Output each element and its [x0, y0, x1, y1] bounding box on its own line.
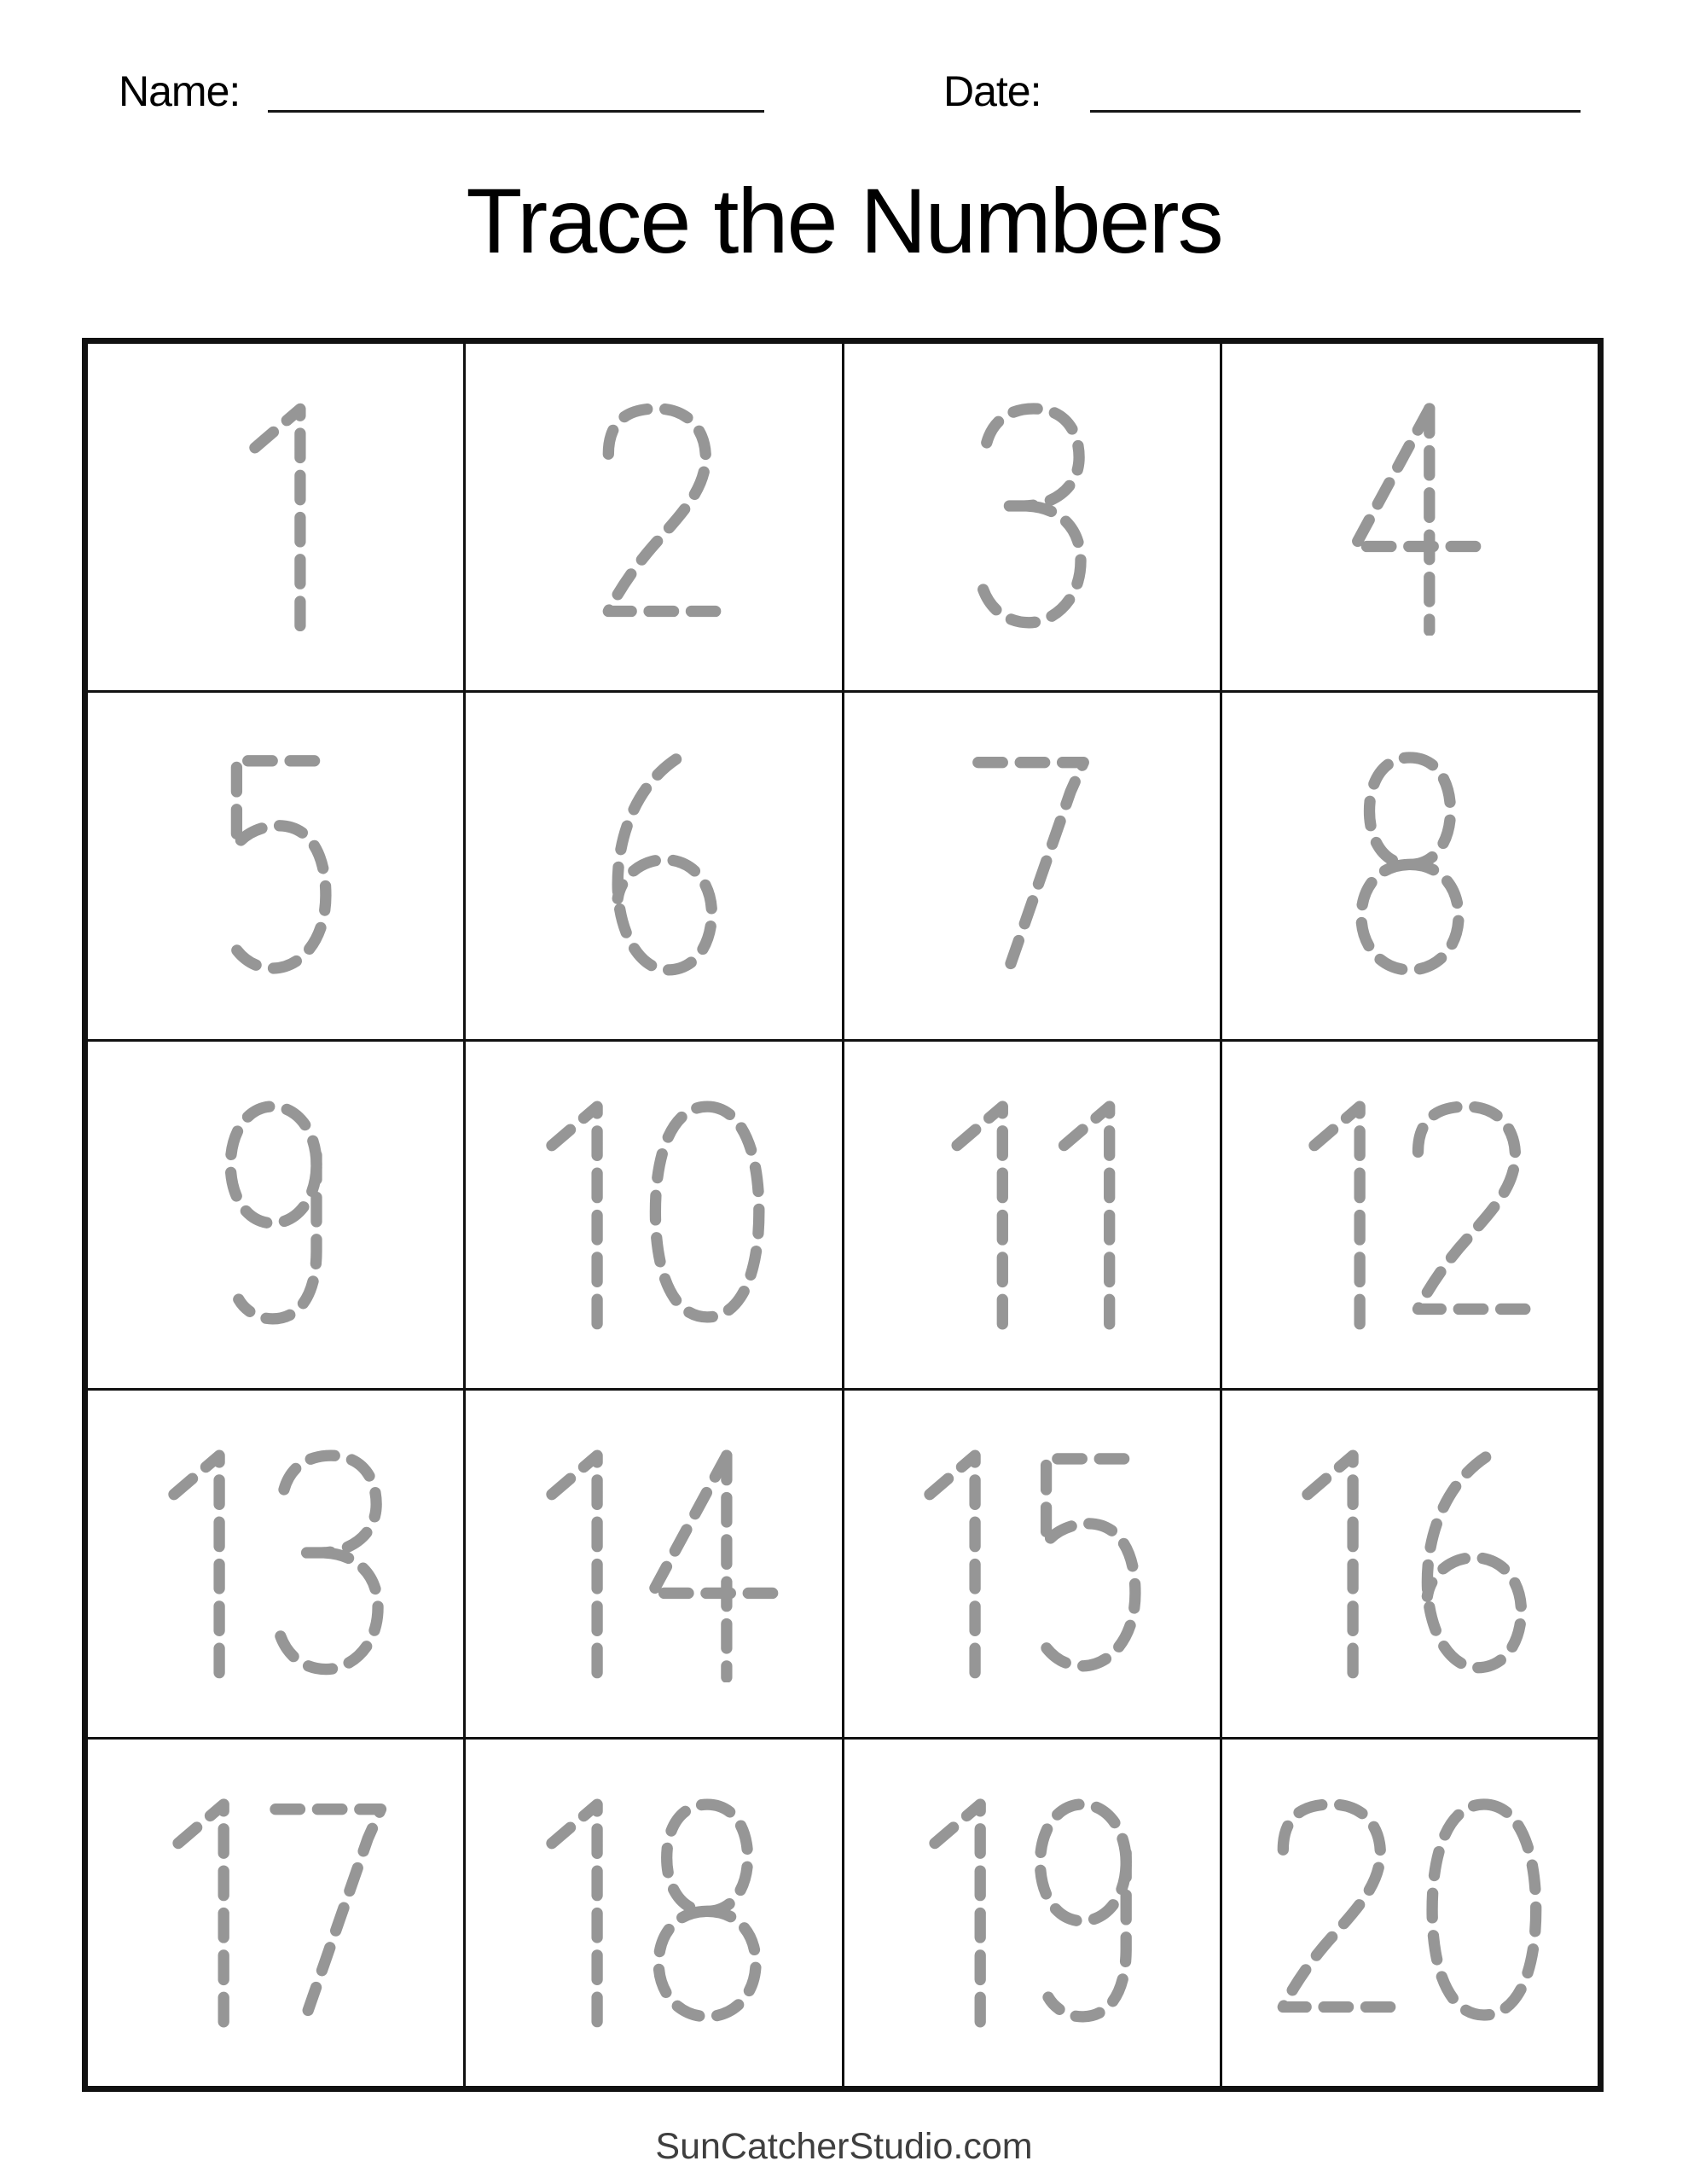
trace-cell-4: [1222, 344, 1598, 690]
trace-number-20-glyph: [1254, 1788, 1565, 2031]
name-blank-line: [268, 110, 764, 113]
trace-number-11-glyph: [925, 1090, 1139, 1333]
trace-cell-6: [466, 693, 841, 1039]
trace-number-19-glyph: [902, 1788, 1162, 2031]
trace-number-10-glyph: [519, 1090, 788, 1333]
trace-cell-11: [844, 1042, 1220, 1388]
trace-cell-12: [1222, 1042, 1598, 1388]
trace-number-12-glyph: [1282, 1090, 1538, 1333]
trace-cell-2: [466, 344, 841, 690]
trace-cell-3: [844, 344, 1220, 690]
trace-cell-13: [88, 1391, 463, 1737]
footer-website: SunCatcherStudio.com: [655, 2126, 1033, 2167]
trace-cell-10: [466, 1042, 841, 1388]
trace-number-16-glyph: [1275, 1439, 1544, 1682]
trace-number-15-glyph: [897, 1439, 1166, 1682]
trace-number-6-glyph: [572, 741, 734, 985]
trace-number-4-glyph: [1329, 392, 1491, 636]
trace-cell-5: [88, 693, 463, 1039]
trace-numbers-grid: [82, 338, 1604, 2092]
trace-cell-8: [1222, 693, 1598, 1039]
trace-number-3-glyph: [951, 392, 1113, 636]
date-blank-line: [1090, 110, 1581, 113]
trace-number-17-glyph: [146, 1788, 405, 2031]
trace-cell-7: [844, 693, 1220, 1039]
name-label: Name:: [119, 67, 241, 115]
trace-cell-9: [88, 1042, 463, 1388]
trace-cell-18: [466, 1740, 841, 2086]
trace-number-2-glyph: [579, 392, 728, 636]
trace-cell-14: [466, 1391, 841, 1737]
trace-cell-16: [1222, 1391, 1598, 1737]
page-title: Trace the Numbers: [466, 169, 1222, 272]
trace-number-5-glyph: [194, 741, 357, 985]
trace-cell-20: [1222, 1740, 1598, 2086]
date-label: Date:: [943, 67, 1041, 115]
trace-number-13-glyph: [142, 1439, 410, 1682]
trace-number-8-glyph: [1329, 741, 1491, 985]
trace-number-14-glyph: [519, 1439, 788, 1682]
trace-cell-15: [844, 1391, 1220, 1737]
trace-number-7-glyph: [955, 741, 1108, 985]
trace-cell-1: [88, 344, 463, 690]
trace-number-9-glyph: [200, 1090, 352, 1333]
trace-cell-17: [88, 1740, 463, 2086]
trace-cell-19: [844, 1740, 1220, 2086]
trace-number-18-glyph: [519, 1788, 788, 2031]
trace-number-1-glyph: [223, 392, 329, 636]
